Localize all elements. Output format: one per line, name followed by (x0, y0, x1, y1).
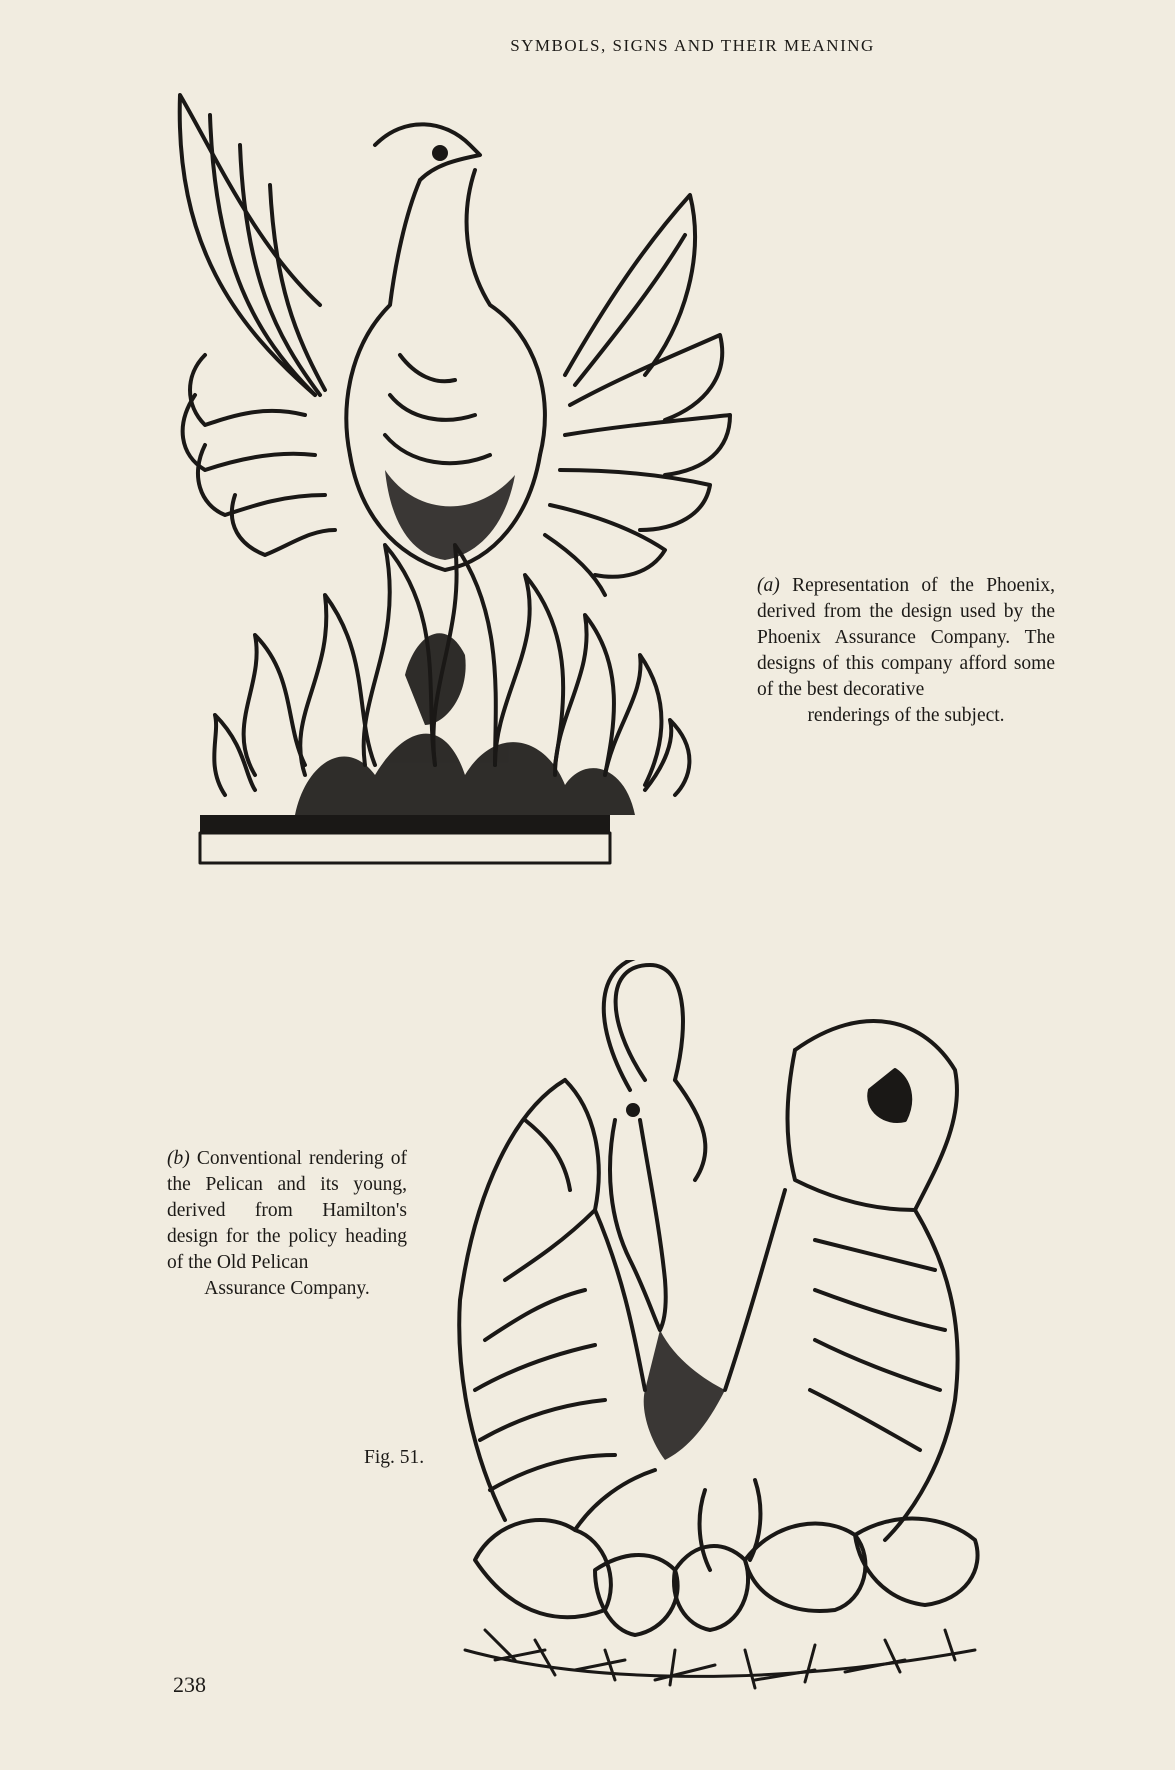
phoenix-plinth (200, 815, 610, 863)
pelican-right-wing (788, 1021, 958, 1540)
phoenix-right-wing (545, 195, 730, 595)
caption-a (757, 573, 1055, 729)
phoenix-left-wing (180, 95, 335, 555)
pelican-beak (610, 1105, 666, 1330)
pelican-neck (604, 960, 706, 1180)
caption-b-body: Conventional rendering of the Pelican and its young, derived from Hamilton's design for the policy heading of the Old Pelican (167, 1148, 408, 1273)
pelican-nest (465, 1630, 975, 1688)
pelican-breast-shading (644, 1330, 725, 1460)
pelican-body (595, 1190, 785, 1390)
phoenix-body (346, 124, 545, 570)
figure-label: Fig. 51. (364, 1447, 425, 1468)
caption-a-prefix: (a) (757, 575, 780, 596)
caption-a-body: Representation of the Phoenix, derived from the design used by the Phoenix Assurance Company. The designs of this company afford some of the best decorative (757, 575, 1055, 700)
phoenix-illustration (145, 75, 745, 915)
caption-a-last-line: renderings of the subject. (807, 705, 1005, 726)
page-number: 238 (173, 1672, 206, 1697)
caption-b-prefix: (b) (167, 1148, 190, 1169)
running-head: SYMBOLS, SIGNS AND THEIR MEANING (510, 36, 875, 55)
caption-b-last-line: Assurance Company. (204, 1278, 370, 1299)
pelican-left-wing (459, 1080, 615, 1520)
pelican-illustration (455, 960, 1095, 1700)
pelican-chicks (475, 1470, 978, 1635)
caption-b (167, 1146, 407, 1302)
